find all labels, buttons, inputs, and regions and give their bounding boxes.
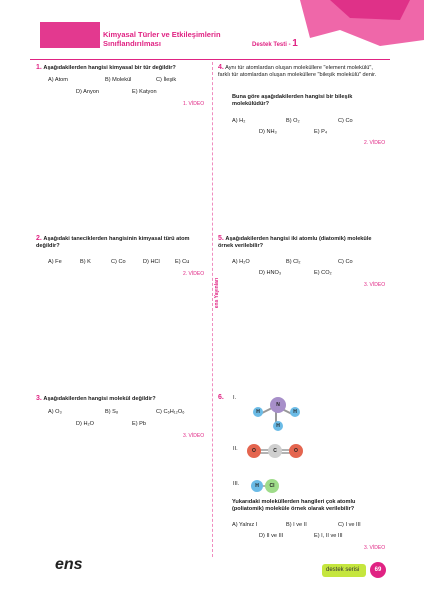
side-label: ens Yayınları — [214, 277, 221, 309]
q2-option-a[interactable]: A) Fe — [48, 259, 62, 265]
q6-video-link[interactable]: 3. VİDEO — [364, 545, 386, 551]
atom-h: H — [253, 407, 263, 417]
molecule-label-1: I. — [233, 395, 237, 401]
atom-h: H — [290, 407, 300, 417]
molecule-label-2: II. — [233, 446, 238, 452]
atom-h: H — [273, 421, 283, 431]
series-label: destek serisi — [326, 567, 360, 573]
q3-video-link[interactable]: 3. VİDEO — [183, 433, 205, 439]
q4-video-link[interactable]: 2. VİDEO — [364, 140, 386, 146]
q4-option-c[interactable]: C) Co — [338, 118, 353, 124]
q6-option-c[interactable]: C) I ve III — [338, 522, 361, 528]
question-4-prompt: Buna göre aşağıdakilerden hangisi bir bileşik molekülüdür? — [232, 94, 353, 107]
q2-video-link[interactable]: 2. VİDEO — [183, 271, 205, 277]
q6-option-e[interactable]: E) I, II ve III — [314, 533, 343, 539]
test-label: Destek Testi - 1 — [252, 38, 298, 49]
atom-o: O — [247, 444, 261, 458]
q2-option-e[interactable]: E) Cu — [175, 259, 190, 265]
question-3: 3. Aşağıdakilerden hangisi molekül değildir? — [36, 395, 156, 402]
question-5: 5. Aşağıdakilerden hangisi iki atomlu (diatomik) moleküle örnek verilebilir? — [218, 235, 372, 249]
atom-c: C — [268, 444, 282, 458]
q1-option-d[interactable]: D) Anyon — [76, 89, 100, 95]
question-2: 2. Aşağıdaki taneciklerden hangisinin kimyasal türü atom değildir? — [36, 235, 190, 249]
q6-option-a[interactable]: A) Yalnız I — [232, 522, 258, 528]
q2-option-c[interactable]: C) Co — [111, 259, 126, 265]
q6-option-d[interactable]: D) II ve III — [259, 533, 284, 539]
q1-option-c[interactable]: C) İleşik — [156, 77, 177, 83]
q3-option-b[interactable]: B) S₈ — [105, 409, 119, 415]
q1-option-e[interactable]: E) Katyon — [132, 89, 157, 95]
q1-option-b[interactable]: B) Molekül — [105, 77, 132, 83]
q5-option-d[interactable]: D) HNO₃ — [259, 270, 282, 276]
question-6-prompt: Yukarıdaki moleküllerden hangileri çok atomlu (poliatomik) moleküle örnek olarak verilebilir? — [232, 499, 356, 512]
q4-option-b[interactable]: B) O₂ — [286, 118, 300, 124]
question-4: 4. Aynı tür atomlardan oluşan moleküllere "element molekülü", farklı tür atomlardan oluşan moleküllere "bileşik molekülü" denir. — [218, 64, 377, 78]
publisher-logo: ens — [55, 556, 83, 573]
q5-option-c[interactable]: C) Co — [338, 259, 353, 265]
q4-option-e[interactable]: E) P₄ — [314, 129, 328, 135]
q6-option-b[interactable]: B) I ve II — [286, 522, 307, 528]
atom-n: N — [270, 397, 286, 413]
page-title: Kimyasal Türler ve Etkileşimlerin Sınıflandırılması — [103, 30, 221, 48]
q2-option-b[interactable]: B) K — [80, 259, 91, 265]
q1-video-link[interactable]: 1. VİDEO — [183, 101, 205, 107]
q5-option-a[interactable]: A) H₂O — [232, 259, 250, 265]
q3-option-d[interactable]: D) H₂O — [76, 421, 95, 427]
atom-cl: Cl — [265, 479, 279, 493]
q3-option-c[interactable]: C) C₆H₁₂O₆ — [156, 409, 185, 415]
column-divider — [212, 62, 213, 557]
molecule-label-3: III. — [233, 481, 240, 487]
atom-o: O — [289, 444, 303, 458]
q2-option-d[interactable]: D) HCl — [143, 259, 160, 265]
header-divider — [30, 59, 390, 60]
q1-option-a[interactable]: A) Atom — [48, 77, 68, 83]
question-6-number: 6. — [218, 394, 224, 401]
page-number: 69 — [370, 562, 386, 578]
q5-option-e[interactable]: E) CO₂ — [314, 270, 332, 276]
q4-option-d[interactable]: D) NH₃ — [259, 129, 277, 135]
q3-option-a[interactable]: A) O₃ — [48, 409, 62, 415]
q5-option-b[interactable]: B) Cl₂ — [286, 259, 301, 265]
q4-option-a[interactable]: A) H₂ — [232, 118, 246, 124]
q3-option-e[interactable]: E) Pb — [132, 421, 146, 427]
question-1: 1. Aşağıdakilerden hangisi kimyasal bir tür değildir? — [36, 64, 176, 71]
q5-video-link[interactable]: 3. VİDEO — [364, 282, 386, 288]
atom-h: H — [251, 480, 263, 492]
